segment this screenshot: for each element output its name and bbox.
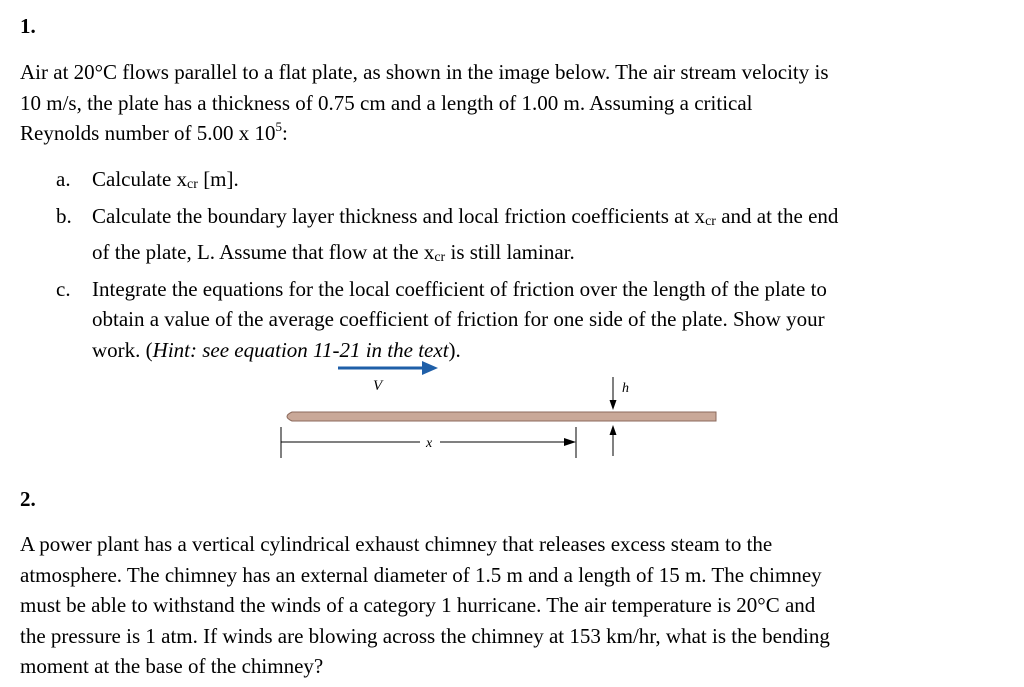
flat-plate-figure xyxy=(270,355,730,470)
intro-text: Reynolds number of 5.00 x 10 xyxy=(20,121,276,145)
problem-1-intro-line: Air at 20°C flows parallel to a flat plate, as shown in the image below. The air stream velocity is xyxy=(20,60,829,84)
part-c-line-1: Integrate the equations for the local coefficient of friction over the length of the plate to xyxy=(92,276,827,301)
thickness-top-arrow xyxy=(610,400,617,410)
part-b-line-1 xyxy=(92,201,1006,238)
part-b-l2-post: is still laminar. xyxy=(445,240,575,264)
problem-1-number: 1. xyxy=(20,14,36,38)
part-a-post: [m]. xyxy=(197,167,239,191)
part-a xyxy=(56,164,1006,201)
part-b-l2-pre: of the plate, L. Assume that flow at the x xyxy=(92,240,435,264)
part-c-line-2: obtain a value of the average coefficient of friction for one side of the plate. Show your xyxy=(92,307,825,331)
velocity-label: V xyxy=(373,378,383,394)
subscript-cr: cr xyxy=(434,250,446,265)
problem-2-line: A power plant has a vertical cylindrical exhaust chimney that releases excess steam to the xyxy=(20,532,773,556)
part-b-l1-pre: Calculate the boundary layer thickness and local friction coefficients at x xyxy=(92,203,706,228)
hint-text: Hint: see equation 11-21 in the text xyxy=(152,337,449,362)
problem-2-line: moment at the base of the chimney? xyxy=(20,654,324,678)
intro-colon: : xyxy=(281,121,288,145)
subscript-cr: cr xyxy=(705,213,716,229)
part-c-l3-pre: work. ( xyxy=(92,337,153,362)
velocity-arrow-head xyxy=(422,361,438,375)
part-a-marker: a. xyxy=(56,167,71,191)
part-a-text xyxy=(92,164,1006,201)
exponent: 5 xyxy=(275,119,282,134)
subscript-cr: cr xyxy=(187,177,198,192)
problem-2-line: must be able to withstand the winds of a category 1 hurricane. The air temperature is 20°C and xyxy=(20,593,816,617)
thickness-label: h xyxy=(622,381,629,396)
part-b-line-2 xyxy=(92,237,1006,274)
part-b-l1-post: and at the end xyxy=(715,203,839,228)
part-a-pre: Calculate x xyxy=(92,167,188,191)
problem-2-line: atmosphere. The chimney has an external diameter of 1.5 m and a length of 15 m. The chimney xyxy=(20,562,822,587)
problem-2-number: 2. xyxy=(20,487,36,511)
part-b-marker: b. xyxy=(56,203,72,228)
problem-2-line: the pressure is 1 atm. If winds are blowing across the chimney at 153 km/hr, what is the bending xyxy=(20,623,830,648)
part-c-l3-post: ). xyxy=(448,337,461,362)
thickness-bottom-arrow xyxy=(610,425,617,435)
length-arrow-head xyxy=(564,438,576,446)
problem-1-parts xyxy=(56,164,1006,365)
problem-2-text xyxy=(20,529,1010,682)
problem-1-intro xyxy=(20,57,1010,149)
part-c xyxy=(56,274,1006,366)
part-b xyxy=(56,201,1006,274)
length-label: x xyxy=(426,436,433,451)
problem-1-intro-line xyxy=(20,118,1010,149)
flat-plate xyxy=(287,412,716,421)
part-c-marker: c. xyxy=(56,276,71,301)
problem-1-intro-line: 10 m/s, the plate has a thickness of 0.75 cm and a length of 1.00 m. Assuming a critical xyxy=(20,90,753,115)
